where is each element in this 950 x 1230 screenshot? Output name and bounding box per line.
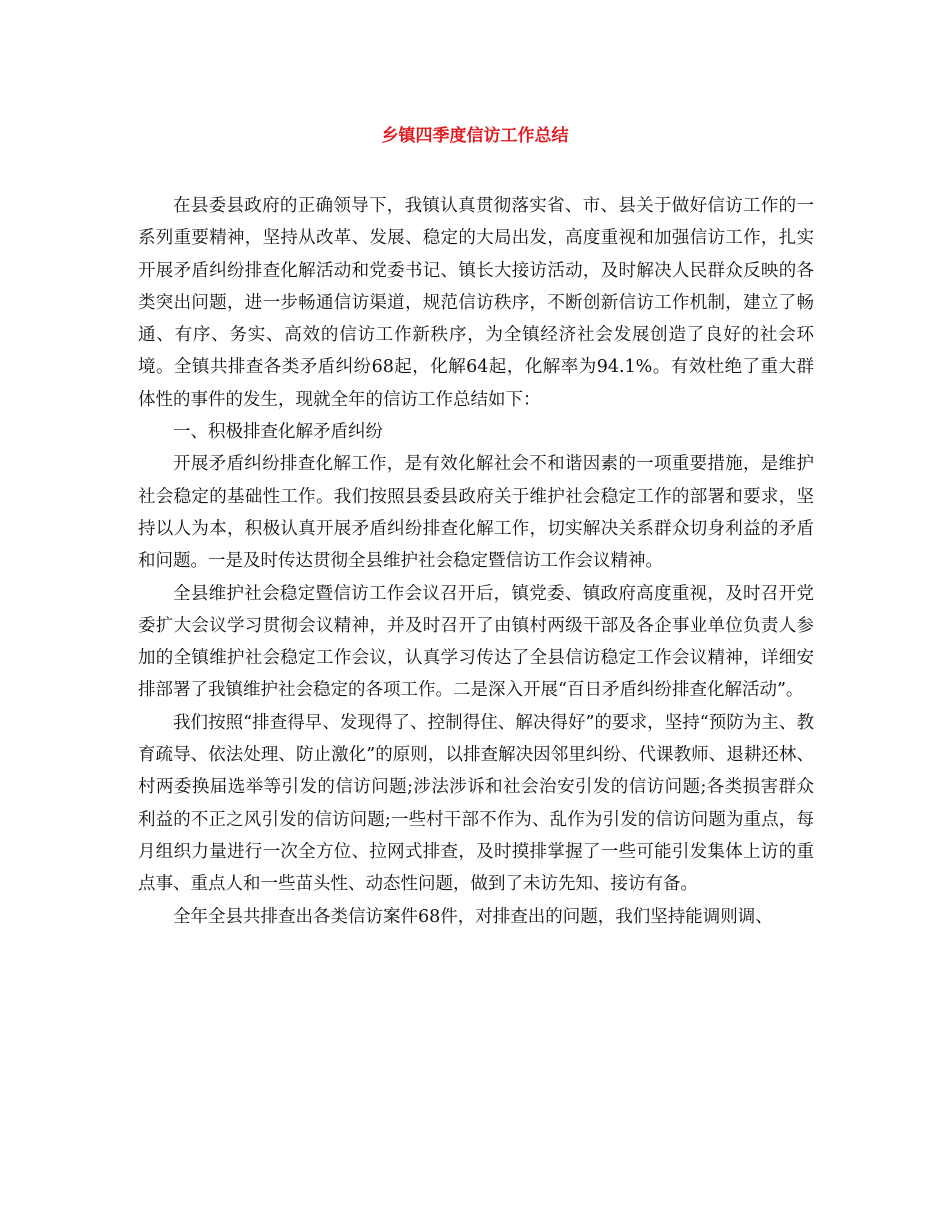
paragraph: 开展矛盾纠纷排查化解工作，是有效化解社会不和谐因素的一项重要措施，是维护社会稳定的基础性工作。我们按照县委县政府关于维护社会稳定工作的部署和要求，坚持以人为本，积极认真开展矛盾纠纷排查化解工作，切实解决关系群众切身利益的矛盾和问题。一是及时传达贯彻全县维护社会稳定暨信访工作会议精神。 [138,454,814,572]
document-title: 乡镇四季度信访工作总结 [381,126,569,146]
paragraph: 全县维护社会稳定暨信访工作会议召开后，镇党委、镇政府高度重视，及时召开党委扩大会议学习贯彻会议精神，并及时召开了由镇村两级干部及各企事业单位负责人参加的全镇维护社会稳定工作会议，认真学习传达了全县信访稳定工作会议精神，详细安排部署了我镇维护社会稳定的各项工作。二是深入开展“百日矛盾纠纷排查化解活动”。 [138,583,814,701]
paragraph-intro: 在县委县政府的正确领导下，我镇认真贯彻落实省、市、县关于做好信访工作的一系列重要精神，坚持从改革、发展、稳定的大局出发，高度重视和加强信访工作，扎实开展矛盾纠纷排查化解活动和党委书记、镇长大接访活动，及时解决人民群众反映的各类突出问题，进一步畅通信访渠道，规范信访秩序，不断创新信访工作机制，建立了畅通、有序、务实、高效的信访工作新秩序，为全镇经济社会发展创造了良好的社会环境。全镇共排查各类矛盾纠纷68起，化解64起，化解率为94.1%。有效杜绝了重大群体性的事件的发生，现就全年的信访工作总结如下： [138,196,814,410]
paragraph: 全年全县共排查出各类信访案件68件，对排查出的问题，我们坚持能调则调、 [173,906,773,927]
document-body [138,190,814,933]
section-heading: 一、积极排查化解矛盾纠纷 [173,422,383,443]
paragraph: 我们按照“排查得早、发现得了、控制得住、解决得好”的要求，坚持“预防为主、教育疏导、依法处理、防止激化”的原则，以排查解决因邻里纠纷、代课教师、退耕还林、村两委换届选举等引发的信访问题;涉法涉诉和社会治安引发的信访问题;各类损害群众利益的不正之风引发的信访问题;一些村干部不作为、乱作为引发的信访问题为重点，每月组织力量进行一次全方位、拉网式排查，及时摸排掌握了一些可能引发集体上访的重点事、重点人和一些苗头性、动态性问题，做到了未访先知、接访有备。 [138,712,814,895]
